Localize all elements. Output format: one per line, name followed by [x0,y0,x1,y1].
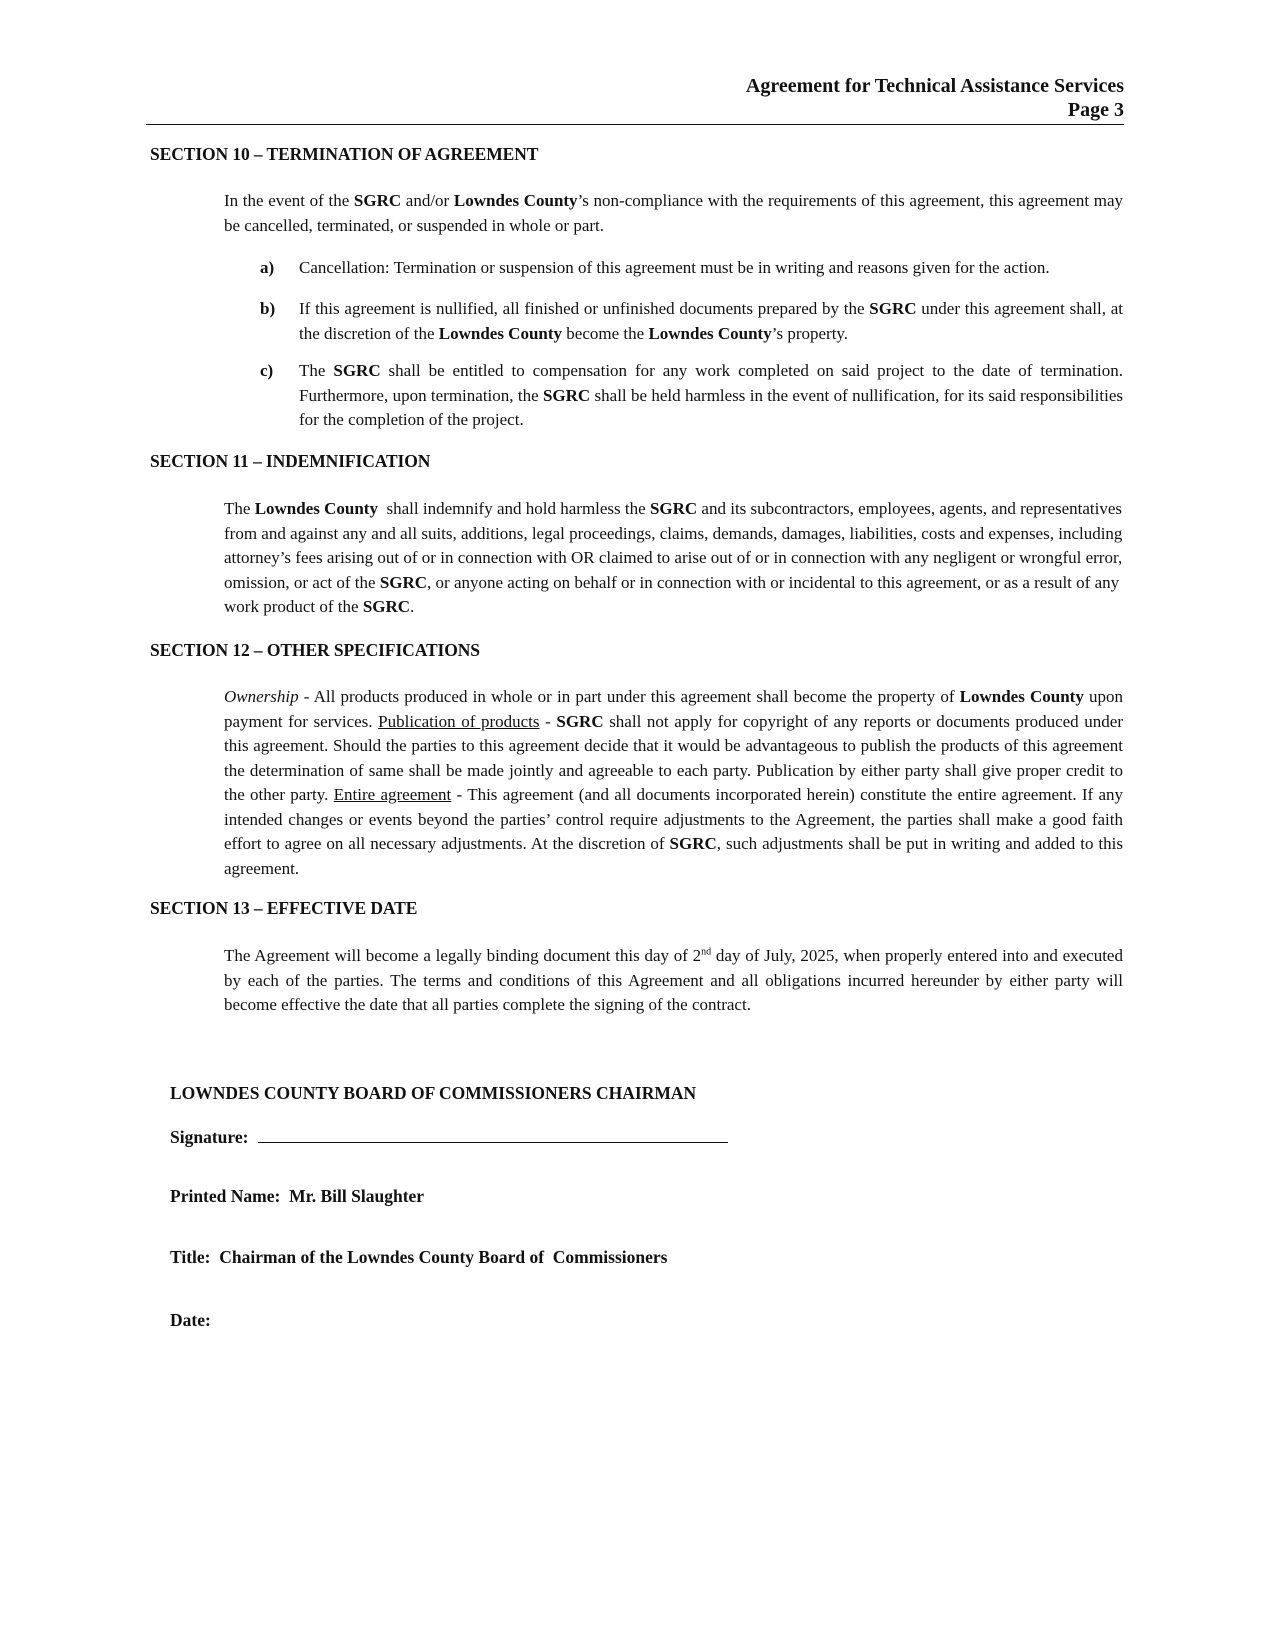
title-value: Chairman of the Lowndes County Board of Commissioners [219,1247,668,1267]
signature-block-heading: LOWNDES COUNTY BOARD OF COMMISSIONERS CHAIRMAN [170,1083,697,1103]
text: become the [562,323,649,343]
text: . [410,597,415,616]
list-marker: a) [260,258,275,277]
publication-of-products-term: Publication of products [378,711,540,731]
signature-row [170,1124,728,1148]
list-item-b [260,297,1123,346]
text: ’s property. [771,323,849,343]
text: - [539,711,557,731]
text: shall be held harmless in the event of nullification, for its said responsibilities for the completion of the project. [299,385,1123,429]
page-number: Page 3 [1067,99,1124,121]
party-lowndes-county: Lowndes County [254,499,378,518]
section-12-body [224,685,1123,881]
page-header [146,74,1124,125]
party-sgrc: SGRC [362,597,411,616]
party-sgrc: SGRC [379,572,428,592]
party-lowndes-county: Lowndes County [453,191,578,210]
text: Cancellation: Termination or suspension of this agreement must be in writing and reasons given for the action. [299,258,1050,277]
printed-name-value: Mr. Bill Slaughter [289,1186,425,1206]
text: upon payment for services. [224,687,1123,731]
list-item-text [299,256,1123,281]
party-sgrc: SGRC [649,499,698,518]
party-sgrc: SGRC [542,385,591,405]
text: shall not apply for copyright of any reports or documents produced under this agreement. Should the parties to this agreement decide that it would be advantageous to publish the products of this agreement the determination of same shall be made jointly and agreeable to each party. Publication by either party shall give proper credit to the other party. [224,711,1123,804]
party-sgrc: SGRC [353,191,402,210]
section-11-body [224,497,1123,620]
section-13-body [224,944,1123,1018]
title-row [170,1246,667,1268]
text: In the event of the [224,191,354,210]
printed-name-row [170,1185,424,1207]
text: The Agreement will become a legally binding document this day of 2 [224,946,702,965]
text: - This agreement (and all documents incorporated herein) constitute the entire agreement. If any intended changes or events beyond the parties’ control require adjustments to the Agreement, the parties shall make a good faith effort to agree on all necessary adjustments. At the discretion of [224,785,1124,853]
party-sgrc: SGRC [333,361,381,380]
text: shall indemnify and hold harmless the [377,499,650,518]
text: If this agreement is nullified, all finished or unfinished documents prepared by the [299,299,870,318]
title-label: Title: [170,1247,211,1267]
party-sgrc: SGRC [669,834,717,853]
text: The [299,361,334,380]
list-item-text [299,359,1123,433]
section-10-intro [224,189,1123,238]
party-lowndes-county: Lowndes County [438,323,563,343]
list-marker: b) [260,299,276,318]
party-lowndes-county: Lowndes County [648,323,772,343]
text: day of July, 2025, when properly entered into and executed by each of the parties. The terms and conditions of this Agreement and all obligations incurred hereunder by either party will become effective the date that all parties complete the signing of the contract. [224,946,1123,1014]
text: under this agreement shall, at the discretion of the [299,299,1124,343]
ownership-term: Ownership [224,687,299,706]
list-item-text [299,297,1123,346]
ordinal-suffix: nd [701,946,712,958]
date-row [170,1309,211,1331]
text: ’s non-compliance with the requirements of this agreement, this agreement may be cancelled, terminated, or suspended in whole or part. [224,191,1123,235]
text: The [224,499,255,518]
section-13-title: SECTION 13 – EFFECTIVE DATE [150,898,418,918]
text: - All products produced in whole or in part under this agreement shall become the property of [298,687,960,706]
document-title: Agreement for Technical Assistance Services [745,75,1124,97]
list-item-a [260,256,1123,281]
date-label: Date: [170,1310,211,1330]
signature-label: Signature: [170,1127,249,1147]
text: , or anyone acting on behalf or in connection with or incidental to this agreement, or as a result of any work product of the [224,572,1120,616]
text: and/or [401,191,454,210]
section-12-title: SECTION 12 – OTHER SPECIFICATIONS [150,640,480,660]
list-item-c [260,359,1123,433]
section-10-title: SECTION 10 – TERMINATION OF AGREEMENT [150,144,539,164]
party-sgrc: SGRC [869,299,917,318]
signature-line[interactable] [258,1124,728,1143]
entire-agreement-term: Entire agreement [333,785,452,804]
printed-name-label: Printed Name: [170,1186,281,1206]
section-11-title: SECTION 11 – INDEMNIFICATION [150,451,431,471]
text: and its subcontractors, employees, agents, and representatives from and against any and all suits, additions, legal proceedings, claims, demands, damages, liabilities, costs and expenses, including attorney’s fees arising out of or in connection with OR claimed to arise out of or in connection with any negligent or wrongful error, omission, or act of the [224,499,1123,592]
text: shall be entitled to compensation for any work completed on said project to the date of termination. Furthermore, upon termination, the [299,361,1124,405]
text: , such adjustments shall be put in writing and added to this agreement. [224,834,1123,878]
list-marker: c) [260,361,274,380]
party-sgrc: SGRC [556,711,604,731]
party-lowndes-county: Lowndes County [959,687,1084,706]
